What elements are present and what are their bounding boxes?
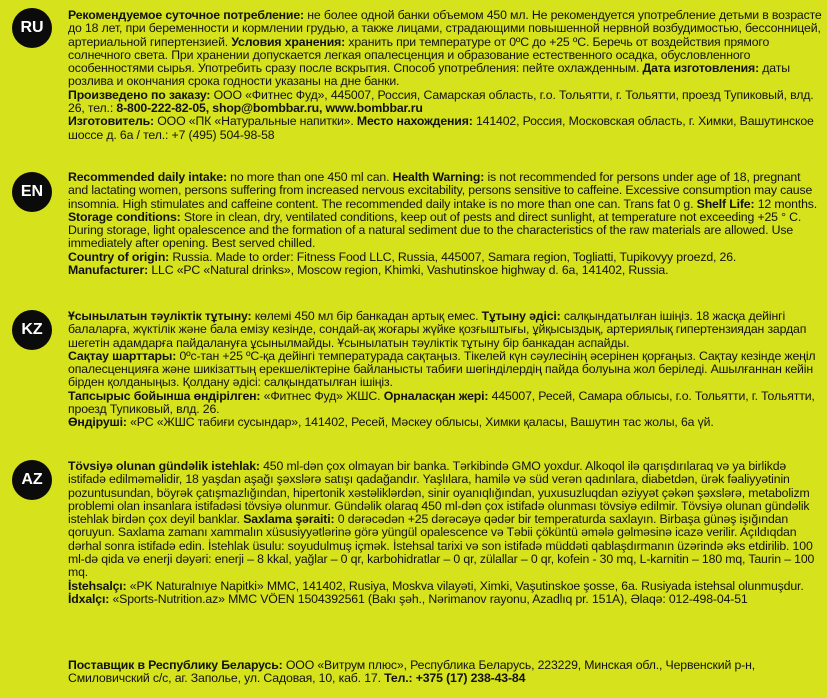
ru-date-label: Дата изготовления: bbox=[642, 61, 760, 76]
kz-produced-label: Тапсырыс бойынша өндірілген: bbox=[68, 388, 261, 403]
en-daily-label: Recommended daily intake: bbox=[68, 170, 227, 184]
ru-maker bbox=[68, 115, 823, 142]
kz-maker-text: «РС «ЖШС табиғи сусындар», 141402, Ресей, Мәскеу облысы, Химки қаласы, Вашутин тас жолы, 6а үй. bbox=[126, 415, 714, 430]
ru-produced bbox=[68, 89, 823, 116]
az-importer-text: «Sports-Nutrition.az» MMC VÖEN 1504392561 (Bakı şəh., Nərimanov rayonu, Azadlıq pr. 151A), Əlaqə: 012-498-04-51 bbox=[109, 591, 748, 606]
kz-daily-text: көлемі 450 мл бір банкадан артық емес. bbox=[251, 309, 482, 323]
en-paragraph bbox=[68, 171, 823, 251]
ru-daily-label: Рекомендуемое суточное потребление: bbox=[68, 8, 304, 22]
en-origin-text: Russia. Made to order: Fitness Food LLC, Russia, 445007, Samara region, Togliatti, Tupikovyy proezd, 26. bbox=[169, 249, 737, 264]
ru-date-text: даты розлива и окончания срока годности указаны на дне банки. bbox=[68, 61, 790, 89]
en-shelf-text: 12 months. bbox=[754, 196, 818, 211]
language-badge-az: AZ bbox=[12, 460, 52, 500]
kz-method-label: Тұтыну әдісі: bbox=[481, 309, 561, 323]
ru-storage-text: хранить при температуре от 0ºС до +25 ºС. Беречь от воздействия прямого солнечного света. При хранении допускается легкая опалесценция и образование естественного осадка, обусловленного особенностями сырья. Употребить сразу после вскрытия. Способ употребления: пейте охлажденным. bbox=[68, 34, 770, 76]
supplier-text: ООО «Витрум плюс», Республика Беларусь, 223229, Минская обл., Червенский р-н, Смиловичский с/с, аг. Заполье, ул. Садовая, 10, каб. 17. bbox=[68, 658, 756, 686]
footer-paragraph bbox=[68, 659, 823, 686]
footer-supplier bbox=[68, 659, 823, 686]
az-importer-label: İdxalçı: bbox=[68, 591, 110, 606]
ru-produced-contacts: 8-800-222-82-05, shop@bombbar.ru, www.bombbar.ru bbox=[116, 101, 423, 116]
kz-daily-label: Ұсынылатын тәуліктік тұтыну: bbox=[68, 309, 252, 323]
az-daily-text: 450 ml-dən çox olmayan bir banka. Tərkibində GMO yoxdur. Alkoqol ilə qarışdırılaraq və ya birlikdə istifadə edilməməlidir, 18 yaşdan aşağı şəxslərə satışı qadağandır. Yaşlılara, hamilə və süd verən qadınlara, diabetdən, ürək fəaliyyətinin pozuntusundan, böyrək çatışmazlığından, hipertonik xəstəliklərdən, sinir oyanıqlığından, yuxusuzluqdan əziyyət çəkən şəxslərə, metabolizm problemi olan insanlara istifadəsi tövsiyə olunmur. Gündəlik olaraq 450 ml-dən çox istifadə olunması tövsiyə edilmir. Tövsiyə olunan gündəlik istehlak birdən çox deyil banklar. bbox=[68, 459, 810, 527]
kz-storage bbox=[68, 350, 823, 390]
language-badge-en: EN bbox=[12, 172, 52, 212]
ru-daily-text: не более одной банки объемом 450 мл. Не рекомендуется употребление детьми в возрасте до 18 лет, при беременности и кормлении грудью, а также лицами, страдающими повышенной нервной возбудимостью, бессонницей, артериальной гипертензией. bbox=[68, 8, 822, 49]
language-badge-ru: RU bbox=[12, 8, 52, 48]
supplier-label: Поставщик в Республику Беларусь: bbox=[68, 658, 283, 672]
en-warning-text: is not recommended for persons under age of 18, pregnant and lactating women, persons suffering from increased nervous excitability, persons sensitive to caffeine. Excessive consumption may cause insomnia. High stimulates and caffeine content. The recommended daily intake is no more than one can. Trans fat 0 g. bbox=[68, 170, 813, 211]
kz-method-text: салқындатылған ішіңіз. 18 жасқа дейінгі балаларға, жүктілік және бала емізу кезінде, сондай-ақ жоғары жүйке қозғыштығы, ұйқысыздық, артериялық гипертензиядан зардап шегетін адамдарға пайдалануға ұсынылмайды. Ұсынылатын тәуліктік тұтыну бір банкадан аспайды. bbox=[68, 309, 807, 350]
kz-maker bbox=[68, 416, 823, 429]
az-producer-text: «PK Naturalnıye Napitki» MMC, 141402, Rusiya, Moskva vilayəti, Ximki, Vaşutinskoe şosse, 6a. Rusiyada istehsal olunmuşdur. bbox=[126, 578, 804, 593]
kz-produced bbox=[68, 390, 823, 417]
ru-paragraph bbox=[68, 9, 823, 89]
language-badge-kz: KZ bbox=[12, 310, 52, 350]
kz-produced-text: «Фитнес Фуд» ЖШС. bbox=[260, 388, 384, 403]
ru-maker-label: Изготовитель: bbox=[68, 114, 154, 129]
en-shelf-label: Shelf Life: bbox=[696, 196, 755, 211]
kz-storage-text: 0ºс-тан +25 ºС-қа дейінгі температурада сақтаңыз. Тікелей күн сәулесінің әсерінен қорғаңыз. Сақтау кезінде жеңіл опалесценцияға және шикізаттың ерекшеліктеріне байланысты табиғи шөгінділердің пайда болуына жол беріледі. Ашылғаннан кейін бірден қолданыңыз. Қолдану әдісі: салқындатылған ішіңіз. bbox=[68, 348, 816, 390]
ru-maker-text: ООО «ПК «Натуральные напитки». bbox=[153, 114, 357, 129]
en-manufacturer-label: Manufacturer: bbox=[68, 263, 149, 278]
az-importer bbox=[68, 593, 823, 606]
en-manufacturer bbox=[68, 264, 823, 277]
en-origin-label: Country of origin: bbox=[68, 249, 170, 264]
kz-location-label: Орналасқан жері: bbox=[383, 388, 489, 403]
en-manufacturer-text: LLC «PC «Natural drinks», Moscow region, Khimki, Vashutinskoe highway d. 6a, 141402, Russia. bbox=[148, 263, 669, 278]
az-producer-label: İstehsalçı: bbox=[68, 578, 127, 593]
en-warning-label: Health Warning: bbox=[392, 170, 485, 184]
ru-produced-label: Произведено по заказу: bbox=[68, 87, 211, 102]
kz-paragraph bbox=[68, 310, 823, 350]
az-producer bbox=[68, 580, 823, 593]
ru-produced-text: ООО «Фитнес Фуд», 445007, Россия, Самарская область, г.о. Тольятти, г. Тольятти, проезд Тупиковый, влд. 26, тел.: bbox=[68, 87, 814, 116]
az-storage-label: Saxlama şəraiti: bbox=[243, 512, 335, 527]
supplier-phone: Тел.: +375 (17) 238-43-84 bbox=[384, 671, 526, 686]
az-paragraph bbox=[68, 460, 823, 580]
en-origin bbox=[68, 251, 823, 264]
ru-location-label: Место нахождения: bbox=[356, 114, 473, 129]
section-ru bbox=[68, 9, 823, 142]
en-daily-text: no more than one 450 ml can. bbox=[226, 170, 393, 184]
en-storage-text: Store in clean, dry, ventilated conditions, keep out of pests and direct sunlight, at temperature not exceeding +25 ° C. During storage, light opalescence and the formation of a natural sediment due to the characteristics of the raw materials are allowed. Use immediately after opening. Best served chilled. bbox=[68, 209, 802, 251]
kz-location-text: 445007, Ресей, Самара облысы, г.о. Тольятти, г. Тольятти, проезд Тупиковый, влд. 26. bbox=[68, 388, 815, 417]
section-kz bbox=[68, 310, 823, 430]
kz-storage-label: Сақтау шарттары: bbox=[68, 348, 177, 363]
en-storage-label: Storage conditions: bbox=[68, 209, 181, 224]
az-storage-text: 0 dərəcədən +25 dərəcəyə qədər bir temperaturda saxlayın. Birbaşa günəş işığından qoruyun. Saxlama zamanı xammalın xüsusiyyətlərinə görə yüngül opalescence və Təbii çöküntü əmələ gəlməsinə icazə verilir. Açıldıqdan dərhal sonra istifadə edin. İstehlak üsulu: soyudulmuş içmək. İstehsal tarixi və son istifadə müddəti qablaşdırmanın üzərində əks etdirilib. 100 ml-də qida və enerji dəyəri: enerji – 8 kkal, yağlar – 0 qr, karbohidratlar – 0 qr, zülallar – 0 qr, kofein - 30 mq, L-karnitin – 180 mq, Taurin – 100 mq. bbox=[68, 512, 815, 580]
section-en bbox=[68, 171, 823, 277]
ru-location-text: 141402, Россия, Московская область, г. Химки, Вашутинское шоссе д. 6а / тел.: +7 (495) 504-98-58 bbox=[68, 114, 814, 142]
ru-storage-label: Условия хранения: bbox=[231, 34, 346, 49]
az-daily-label: Tövsiyə olunan gündəlik istehlak: bbox=[68, 459, 260, 473]
section-az bbox=[68, 460, 823, 606]
kz-maker-label: Өндіруші: bbox=[68, 415, 127, 430]
